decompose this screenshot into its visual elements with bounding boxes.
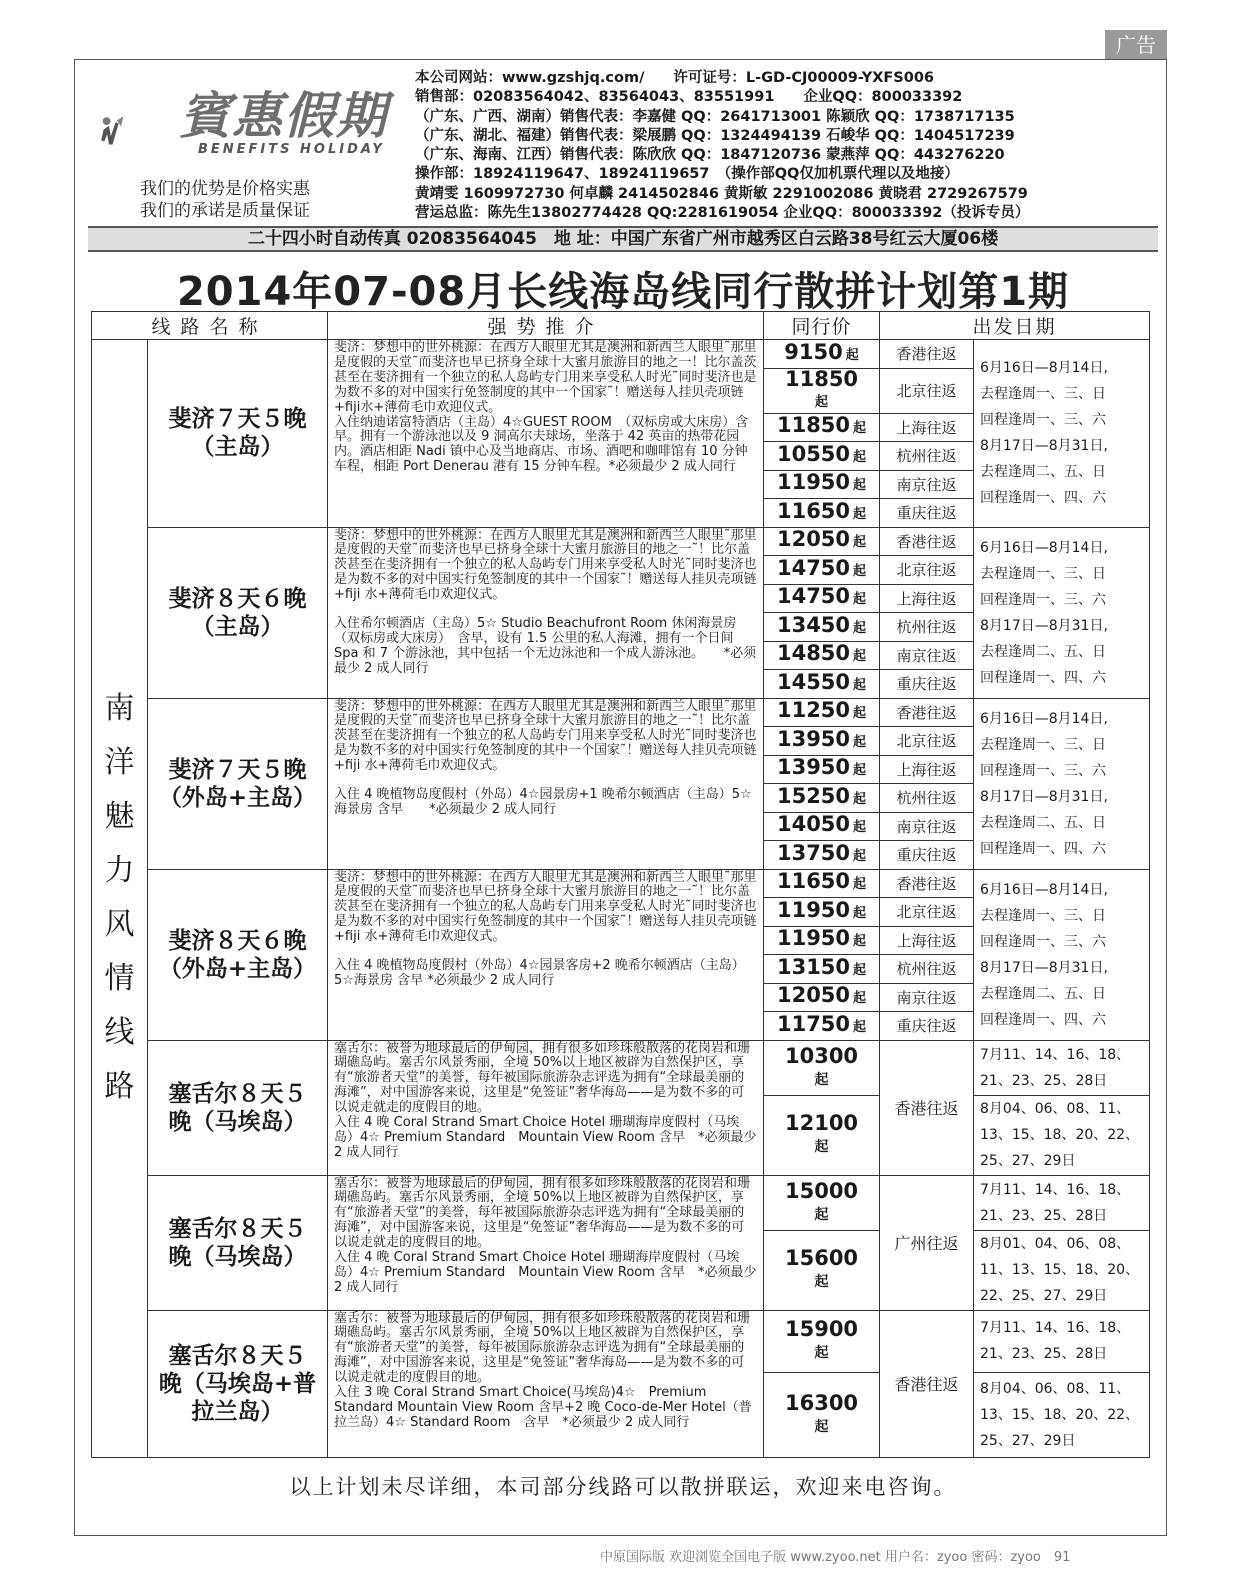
departure-dates: 6月16日—8月14日, 去程逢周一、三、日 回程逢周一、三、六 8月17日—8月31日, 去程逢周二、五、日 回程逢周一、四、六 bbox=[974, 340, 1150, 528]
route-name: 塞舌尔８天５晚（马埃岛） bbox=[148, 1040, 328, 1175]
table-row bbox=[92, 698, 1150, 727]
departure-city: 南京往返 bbox=[880, 812, 974, 841]
departure-dates: 7月11、14、16、18、 21、23、25、28日 bbox=[974, 1175, 1150, 1230]
price-cell: 14750 起 bbox=[764, 556, 880, 585]
route-name: 斐济８天６晚 （外岛+主岛） bbox=[148, 869, 328, 1040]
price-cell: 13750 起 bbox=[764, 841, 880, 870]
price-cell: 15600 起 bbox=[764, 1230, 880, 1310]
footer-note: 以上计划未尽详细，本司部分线路可以散拼联运，欢迎来电咨询。 bbox=[289, 1475, 957, 1499]
brand-name-en: BENEFITS HOLIDAY bbox=[198, 142, 385, 157]
contact-line: 本公司网站：www.gzshjq.com/ 许可证号：L-GD-CJ00009-YXFS006 bbox=[415, 70, 935, 86]
departure-dates: 6月16日—8月14日, 去程逢周一、三、日 回程逢周一、三、六 8月17日—8月31日, 去程逢周二、五、日 回程逢周一、四、六 bbox=[974, 527, 1150, 698]
price-cell: 11250 起 bbox=[764, 698, 880, 727]
route-name: 斐济７天５晚 （外岛+主岛） bbox=[148, 698, 328, 869]
header-highlights: 强势推介 bbox=[328, 312, 764, 340]
route-description: 塞舌尔：被誉为地球最后的伊甸园，拥有很多如珍珠般散落的花岗岩和珊瑚礁岛屿。塞舌尔风景秀丽，全境 50%以上地区被辟为自然保护区，享有“旅游者天堂”的美誉，每年被国际旅游杂志评选为拥有“全球最美丽的海滩”，对中国游客来说，这里是“免签证”奢华海岛——是为数不多的可以说走就走的度假目的地。 入住 4 晚 Coral Strand Smart Choice Hotel 珊瑚海岸度假村（马埃岛）4☆ Premium Standard Mountain View Room 含早 *必须最少 2 成人同行 bbox=[328, 1040, 764, 1175]
table-row bbox=[92, 527, 1150, 556]
price-cell: 10550 起 bbox=[764, 442, 880, 471]
departure-dates: 8月04、06、08、11、 13、15、18、20、22、 25、27、29日 bbox=[974, 1372, 1150, 1457]
departure-city: 杭州往返 bbox=[880, 442, 974, 471]
price-cell: 12050 起 bbox=[764, 527, 880, 556]
slogan-line: 我们的优势是价格实惠 bbox=[140, 179, 310, 199]
route-name: 斐济８天６晚 （主岛） bbox=[148, 527, 328, 698]
price-cell: 13950 起 bbox=[764, 755, 880, 784]
table-row bbox=[92, 869, 1150, 898]
price-cell: 14750 起 bbox=[764, 584, 880, 613]
contact-line: （广东、湖北、福建）销售代表：梁展鹏 QQ：1324494139 石峻华 QQ：1404517239 bbox=[415, 127, 1015, 144]
departure-city: 上海往返 bbox=[880, 755, 974, 784]
route-description: 斐济：梦想中的世外桃源：在西方人眼里尤其是澳洲和新西兰人眼里˜那里是度假的天堂˜而斐济也早已挤身全球十大蜜月旅游目的地之一˜！比尔盖茨甚至在斐济拥有一个独立的私人岛屿专门用来享受私人时光˜同时斐济也是为数不多的对中国实行免签制度的其中一个国家˜！赠送每人挂贝壳项链+fiji 水+薄荷毛巾欢迎仪式。 入住 4 晚植物岛度假村（外岛）4☆园景客房+2 晚希尔顿酒店（主岛）5☆海景房 含早 *必须最少 2 成人同行 bbox=[328, 869, 764, 1040]
ad-tag: 广告 bbox=[1105, 30, 1167, 60]
departure-city: 重庆往返 bbox=[880, 670, 974, 699]
route-name: 斐济７天５晚 （主岛） bbox=[148, 340, 328, 528]
departure-city: 香港往返 bbox=[880, 869, 974, 898]
departure-city: 香港往返 bbox=[880, 1040, 974, 1175]
departure-city: 杭州往返 bbox=[880, 955, 974, 984]
departure-city: 上海往返 bbox=[880, 926, 974, 955]
departure-dates: 8月04、06、08、11、 13、15、18、20、22、 25、27、29日 bbox=[974, 1095, 1150, 1175]
contact-block bbox=[415, 69, 1175, 223]
price-cell: 13150 起 bbox=[764, 955, 880, 984]
header-price: 同行价 bbox=[764, 312, 880, 340]
price-cell: 11950 起 bbox=[764, 470, 880, 499]
contact-line: （广东、广西、湖南）销售代表：李嘉健 QQ：2641713001 陈颖欣 QQ：1738717135 bbox=[415, 108, 1015, 125]
departure-city: 北京往返 bbox=[880, 556, 974, 585]
price-cell: 11750 起 bbox=[764, 1012, 880, 1041]
departure-dates: 7月11、14、16、18、 21、23、25、28日 bbox=[974, 1310, 1150, 1372]
price-cell: 11850 起 bbox=[764, 413, 880, 442]
route-name: 塞舌尔８天５晚（马埃岛） bbox=[148, 1175, 328, 1310]
departure-city: 北京往返 bbox=[880, 898, 974, 927]
price-cell: 10300 起 bbox=[764, 1040, 880, 1095]
route-description: 斐济：梦想中的世外桃源：在西方人眼里尤其是澳洲和新西兰人眼里˜那里是度假的天堂˜而斐济也早已挤身全球十大蜜月旅游目的地之一˜！比尔盖茨甚至在斐济拥有一个独立的私人岛屿专门用来享受私人时光˜同时斐济也是为数不多的对中国实行免签制度的其中一个国家˜！赠送每人挂贝壳项链+fiji 水+薄荷毛巾欢迎仪式。 入住希尔顿酒店（主岛）5☆ Studio Beachufront Room 休闲海景房（双标房或大床房） 含早，设有 1.5 公里的私人海滩，拥有一个日间 Spa 和 7 个游泳池，其中包括一个无边泳池和一个成人游泳池。 *必须最少 2 成人同行 bbox=[328, 527, 764, 698]
region-label: 南 洋 魅 力 风 情 线 路 bbox=[92, 340, 148, 1458]
route-description: 塞舌尔：被誉为地球最后的伊甸园，拥有很多如珍珠般散落的花岗岩和珊瑚礁岛屿。塞舌尔风景秀丽，全境 50%以上地区被辟为自然保护区，享有“旅游者天堂”的美誉，每年被国际旅游杂志评选为拥有“全球最美丽的海滩”，对中国游客来说，这里是“免签证”奢华海岛——是为数不多的可以说走就走的度假目的地。 入住 3 晚 Coral Strand Smart Choice(马埃岛)4☆ Premium Standard Mountain View Room 含早+2 晚 Coco-de-Mer Hotel（普拉兰岛）4☆ Standard Room 含早 *必须最少 2 成人同行 bbox=[328, 1310, 764, 1457]
contact-line: （广东、海南、江西）销售代表：陈欣欣 QQ：1847120736 蒙燕萍 QQ：443276220 bbox=[415, 147, 1005, 164]
tour-plan-table bbox=[91, 311, 1150, 1458]
price-cell: 13450 起 bbox=[764, 613, 880, 642]
price-cell: 15000 起 bbox=[764, 1175, 880, 1230]
price-cell: 11650 起 bbox=[764, 499, 880, 528]
price-cell: 14850 起 bbox=[764, 641, 880, 670]
slogan-line: 我们的承诺是质量保证 bbox=[140, 201, 310, 221]
fax-address-bar: 二十四小时自动传真 02083564045 地 址：中国广东省广州市越秀区白云路38号红云大厦06楼 bbox=[88, 226, 1158, 252]
page-title: 2014年07-08月长线海岛线同行散拼计划第1期 bbox=[176, 269, 1070, 315]
route-name: 塞舌尔８天５晚（马埃岛+普拉兰岛） bbox=[148, 1310, 328, 1457]
departure-dates: 8月01、04、06、08、 11、13、15、18、20、 22、25、27、29日 bbox=[974, 1230, 1150, 1310]
price-cell: 14550 起 bbox=[764, 670, 880, 699]
price-cell: 16300 起 bbox=[764, 1372, 880, 1457]
departure-city: 杭州往返 bbox=[880, 613, 974, 642]
route-description: 斐济：梦想中的世外桃源：在西方人眼里尤其是澳洲和新西兰人眼里˜那里是度假的天堂˜而斐济也早已挤身全球十大蜜月旅游目的地之一˜！比尔盖茨甚至在斐济拥有一个独立的私人岛屿专门用来享受私人时光˜同时斐济也是为数不多的对中国实行免签制度的其中一个国家˜！赠送每人挂贝壳项链+fiji 水+薄荷毛巾欢迎仪式。 入住 4 晚植物岛度假村（外岛）4☆园景房+1 晚希尔顿酒店（主岛）5☆海景房 含早 *必须最少 2 成人同行 bbox=[328, 698, 764, 869]
table-row bbox=[92, 340, 1150, 369]
route-description: 塞舌尔：被誉为地球最后的伊甸园，拥有很多如珍珠般散落的花岗岩和珊瑚礁岛屿。塞舌尔风景秀丽，全境 50%以上地区被辟为自然保护区，享有“旅游者天堂”的美誉，每年被国际旅游杂志评选为拥有“全球最美丽的海滩”，对中国游客来说，这里是“免签证”奢华海岛——是为数不多的可以说走就走的度假目的地。 入住 4 晚 Coral Strand Smart Choice Hotel 珊瑚海岸度假村（马埃岛）4☆ Premium Standard Mountain View Room 含早 *必须最少 2 成人同行 bbox=[328, 1175, 764, 1310]
departure-city: 南京往返 bbox=[880, 983, 974, 1012]
table-header-row bbox=[92, 312, 1150, 340]
price-cell: 11950 起 bbox=[764, 926, 880, 955]
price-cell: 11650 起 bbox=[764, 869, 880, 898]
contact-line: 黄靖雯 1609972730 何卓麟 2414502846 黄斯敏 2291002086 黄晓君 2729267579 bbox=[415, 185, 1028, 202]
table-row bbox=[92, 1175, 1150, 1230]
contact-line: 营运总监：陈先生13802774428 QQ:2281619054 企业QQ：800033392（投诉专员） bbox=[415, 205, 1030, 222]
departure-city: 广州往返 bbox=[880, 1175, 974, 1310]
price-cell: 15250 起 bbox=[764, 784, 880, 813]
contact-line: 销售部：02083564042、83564043、83551991 企业QQ：800033392 bbox=[415, 89, 963, 106]
departure-city: 北京往返 bbox=[880, 368, 974, 413]
departure-city: 南京往返 bbox=[880, 641, 974, 670]
route-description: 斐济：梦想中的世外桃源：在西方人眼里尤其是澳洲和新西兰人眼里˜那里是度假的天堂˜而斐济也早已挤身全球十大蜜月旅游目的地之一！比尔盖茨甚至在斐济拥有一个独立的私人岛屿专门用来享受私人时光˜同时斐济也是为数不多的对中国实行免签制度的其中一个国家˜！赠送每人挂贝壳项链+fiji水+薄荷毛巾欢迎仪式。 入住纳迪诺富特酒店（主岛）4☆GUEST ROOM （双标房或大床房）含早。拥有一个游泳池以及 9 洞高尔夫球场，坐落于 42 英亩的热带花园内。酒店相距 Nadi 镇中心及当地商店、市场、酒吧和咖啡馆有 10 分钟车程，相距 Port Denerau 港有 15 分钟车程。*必须最少 2 成人同行 bbox=[328, 340, 764, 528]
brand-logo-icon bbox=[100, 76, 190, 186]
price-cell: 11850 起 bbox=[764, 368, 880, 413]
departure-dates: 6月16日—8月14日, 去程逢周一、三、日 回程逢周一、三、六 8月17日—8月31日, 去程逢周二、五、日 回程逢周一、四、六 bbox=[974, 698, 1150, 869]
departure-city: 北京往返 bbox=[880, 727, 974, 756]
departure-city: 香港往返 bbox=[880, 1310, 974, 1457]
price-cell: 11950 起 bbox=[764, 898, 880, 927]
header-departure: 出发日期 bbox=[880, 312, 1150, 340]
departure-city: 重庆往返 bbox=[880, 841, 974, 870]
header-route: 线路名称 bbox=[92, 312, 328, 340]
departure-city: 重庆往返 bbox=[880, 499, 974, 528]
departure-city: 香港往返 bbox=[880, 527, 974, 556]
departure-dates: 7月11、14、16、18、 21、23、25、28日 bbox=[974, 1040, 1150, 1095]
price-cell: 12050 起 bbox=[764, 983, 880, 1012]
contact-line: 操作部：18924119647、18924119657 （操作部QQ仅加机票代理以及地接） bbox=[415, 166, 959, 183]
price-cell: 15900 起 bbox=[764, 1310, 880, 1372]
departure-city: 杭州往返 bbox=[880, 784, 974, 813]
brand-name: 賓惠假期 bbox=[180, 86, 388, 145]
price-cell: 12100 起 bbox=[764, 1095, 880, 1175]
departure-city: 上海往返 bbox=[880, 413, 974, 442]
table-row bbox=[92, 1310, 1150, 1372]
departure-city: 香港往返 bbox=[880, 340, 974, 369]
departure-city: 重庆往返 bbox=[880, 1012, 974, 1041]
departure-dates: 6月16日—8月14日, 去程逢周一、三、日 回程逢周一、三、六 8月17日—8月31日, 去程逢周二、五、日 回程逢周一、四、六 bbox=[974, 869, 1150, 1040]
departure-city: 香港往返 bbox=[880, 698, 974, 727]
page-footer: 中原国际版 欢迎浏览全国电子版 www.zyoo.net 用户名：zyoo 密码：zyoo 91 bbox=[600, 1550, 1071, 1565]
price-cell: 9150 起 bbox=[764, 340, 880, 369]
price-cell: 13950 起 bbox=[764, 727, 880, 756]
departure-city: 南京往返 bbox=[880, 470, 974, 499]
price-cell: 14050 起 bbox=[764, 812, 880, 841]
departure-city: 上海往返 bbox=[880, 584, 974, 613]
table-row bbox=[92, 1040, 1150, 1095]
